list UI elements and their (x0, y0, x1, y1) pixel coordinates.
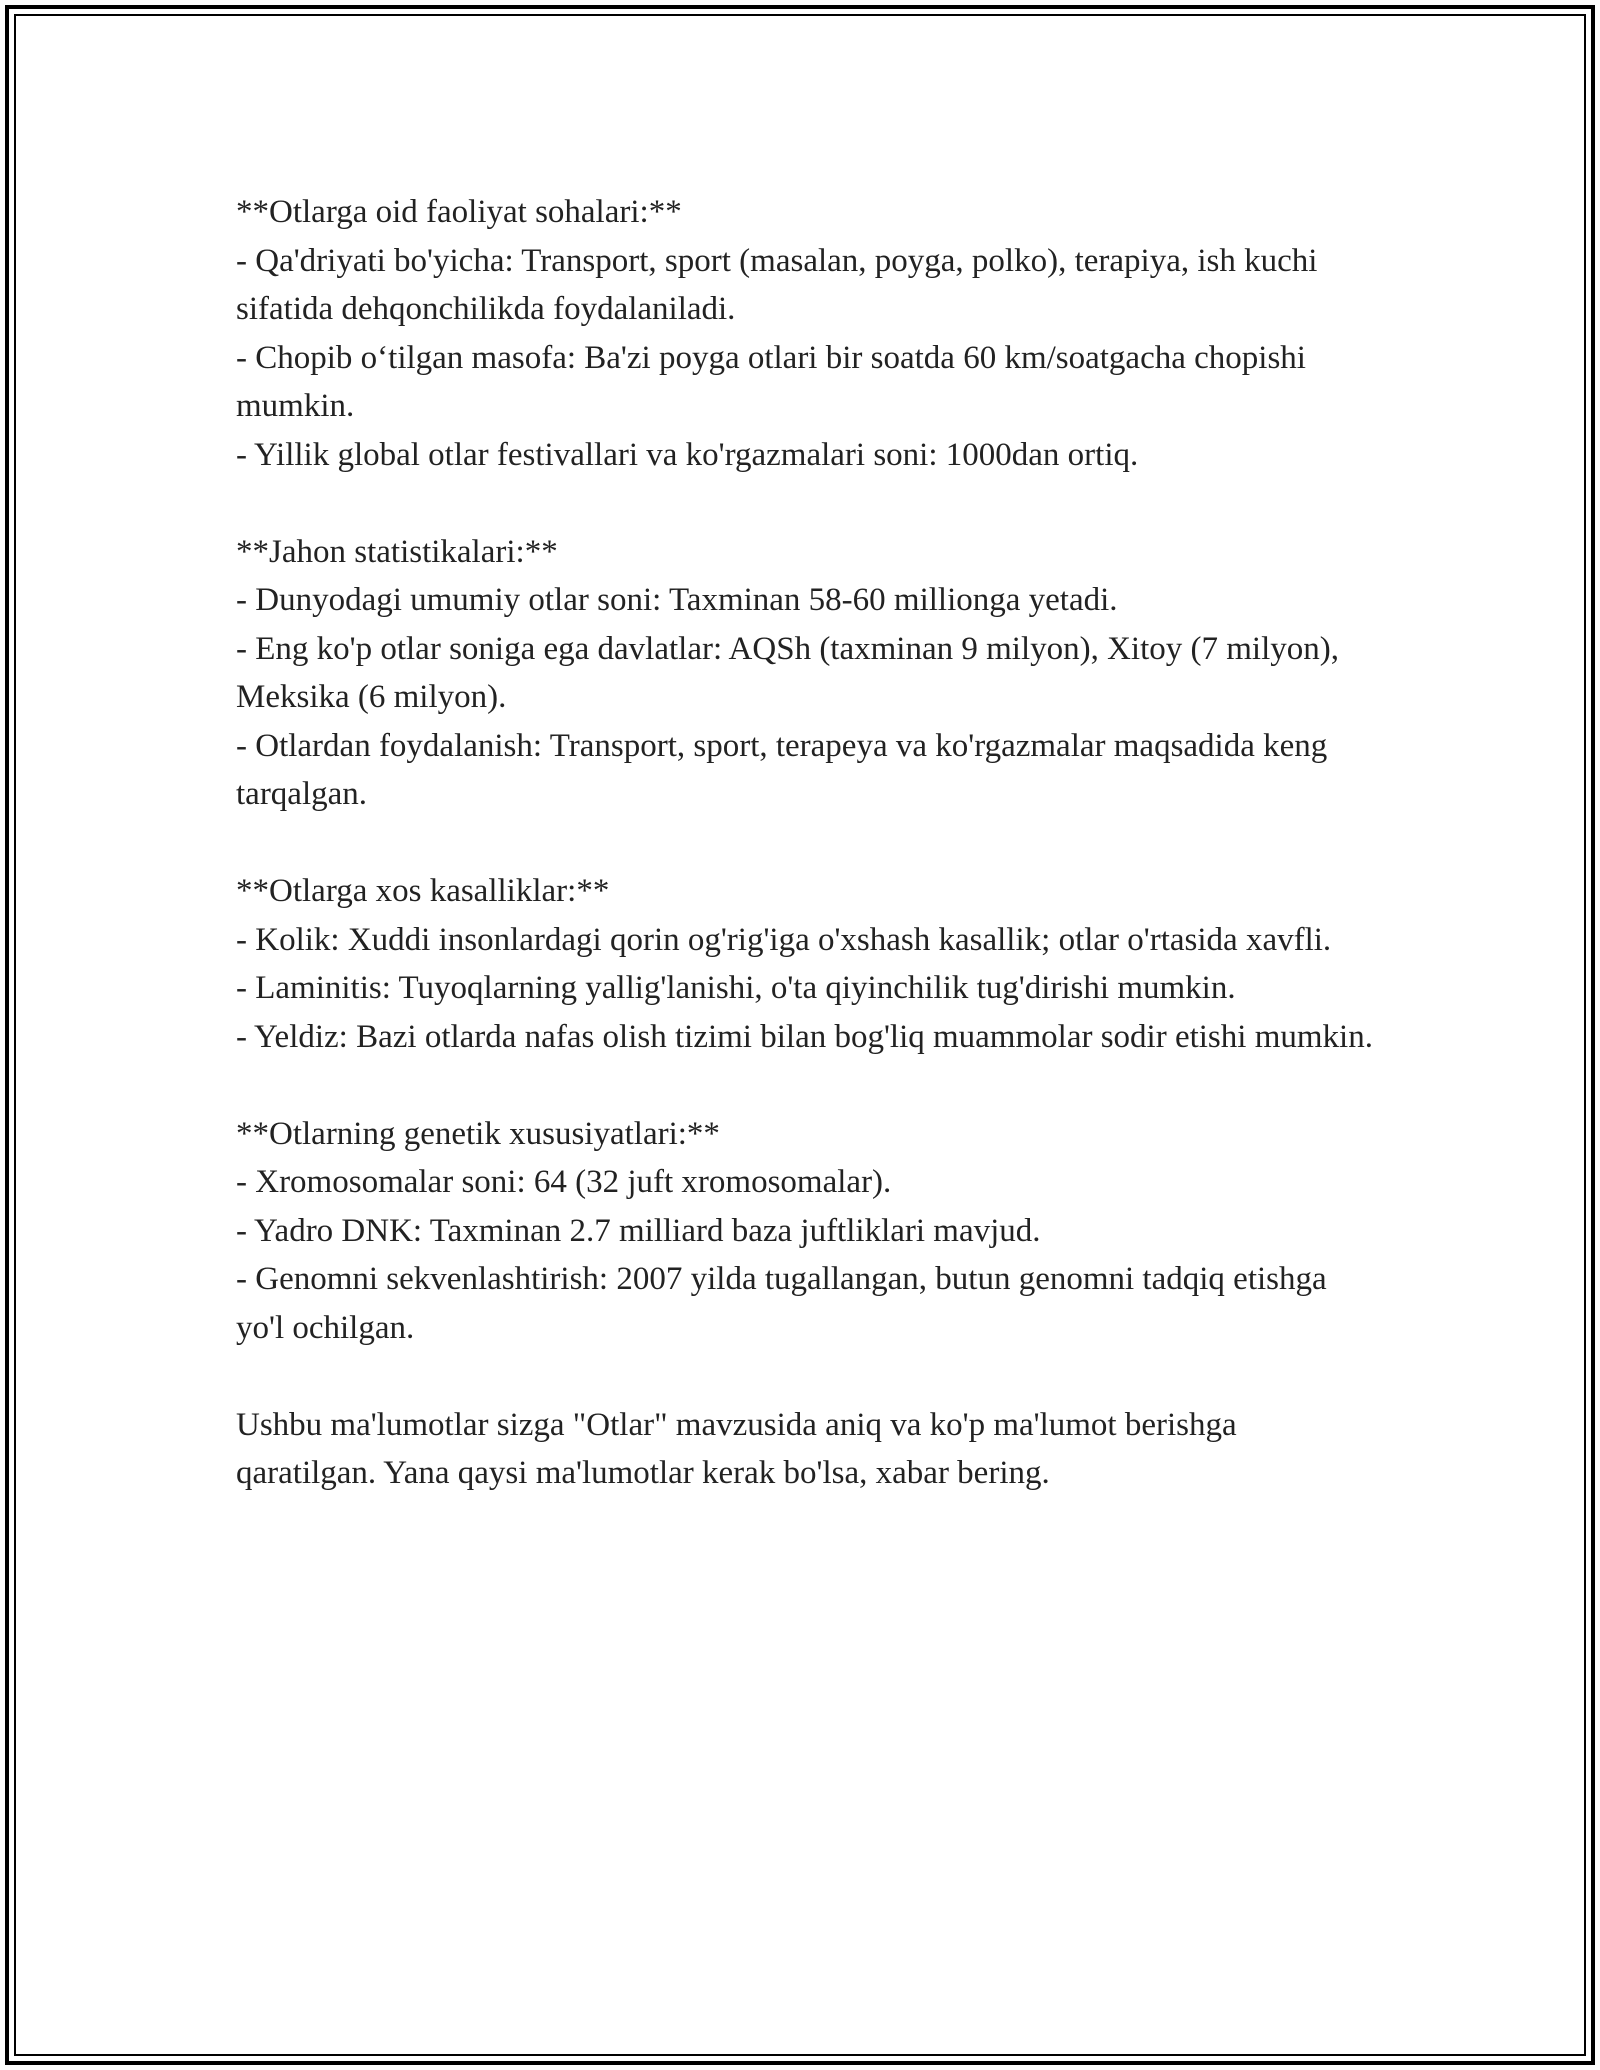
list-item: - Kolik: Xuddi insonlardagi qorin og'rig'iga o'xshash kasallik; otlar o'rtasida xavfli. (236, 921, 1332, 958)
section-genetics (236, 1110, 1376, 1353)
list-item: - Yeldiz: Bazi otlarda nafas olish tizimi bilan bog'liq muammolar sodir etishi mumkin. (236, 1018, 1373, 1055)
list-item: - Xromosomalar soni: 64 (32 juft xromosomalar). (236, 1164, 892, 1200)
section-heading: **Jahon statistikalari:** (236, 533, 558, 570)
section-heading: **Otlarga oid faoliyat sohalari:** (236, 194, 682, 230)
closing-paragraph: Ushbu ma'lumotlar sizga "Otlar" mavzusida aniq va ko'p ma'lumot berishga qaratilgan. Yana qaysi ma'lumotlar kerak bo'lsa, xabar bering. (236, 1406, 1237, 1491)
list-item: - Eng ko'p otlar soniga ega davlatlar: AQSh (taxminan 9 milyon), Xitoy (7 milyon), Meksika (6 milyon). (236, 630, 1340, 715)
list-item: - Yadro DNK: Taxminan 2.7 milliard baza juftliklari mavjud. (236, 1212, 1041, 1249)
document-body (236, 188, 1376, 1498)
section-diseases (236, 867, 1376, 1061)
list-item: - Genomni sekvenlashtirish: 2007 yilda tugallangan, butun genomni tadqiq etishga yo'l ochilgan. (236, 1261, 1327, 1346)
list-item: - Chopib o‘tilgan masofa: Ba'zi poyga otlari bir soatda 60 km/soatgacha chopishi mumkin. (236, 339, 1306, 424)
section-heading: **Otlarga xos kasalliklar:** (236, 873, 610, 909)
section-heading: **Otlarning genetik xususiyatlari:** (236, 1115, 720, 1152)
list-item: - Otlardan foydalanish: Transport, sport, terapeya va ko'rgazmalar maqsadida keng tarqalgan. (236, 727, 1328, 812)
list-item: - Qa'driyati bo'yicha: Transport, sport (masalan, poyga, polko), terapiya, ish kuchi sifatida dehqonchilikda foydalaniladi. (236, 242, 1318, 327)
section-world-statistics (236, 528, 1376, 819)
list-item: - Yillik global otlar festivallari va ko'rgazmalari soni: 1000dan ortiq. (236, 436, 1139, 473)
list-item: - Laminitis: Tuyoqlarning yallig'lanishi, o'ta qiyinchilik tug'dirishi mumkin. (236, 970, 1236, 1006)
section-activity-areas (236, 188, 1376, 479)
list-item: - Dunyodagi umumiy otlar soni: Taxminan 58-60 millionga yetadi. (236, 582, 1118, 618)
